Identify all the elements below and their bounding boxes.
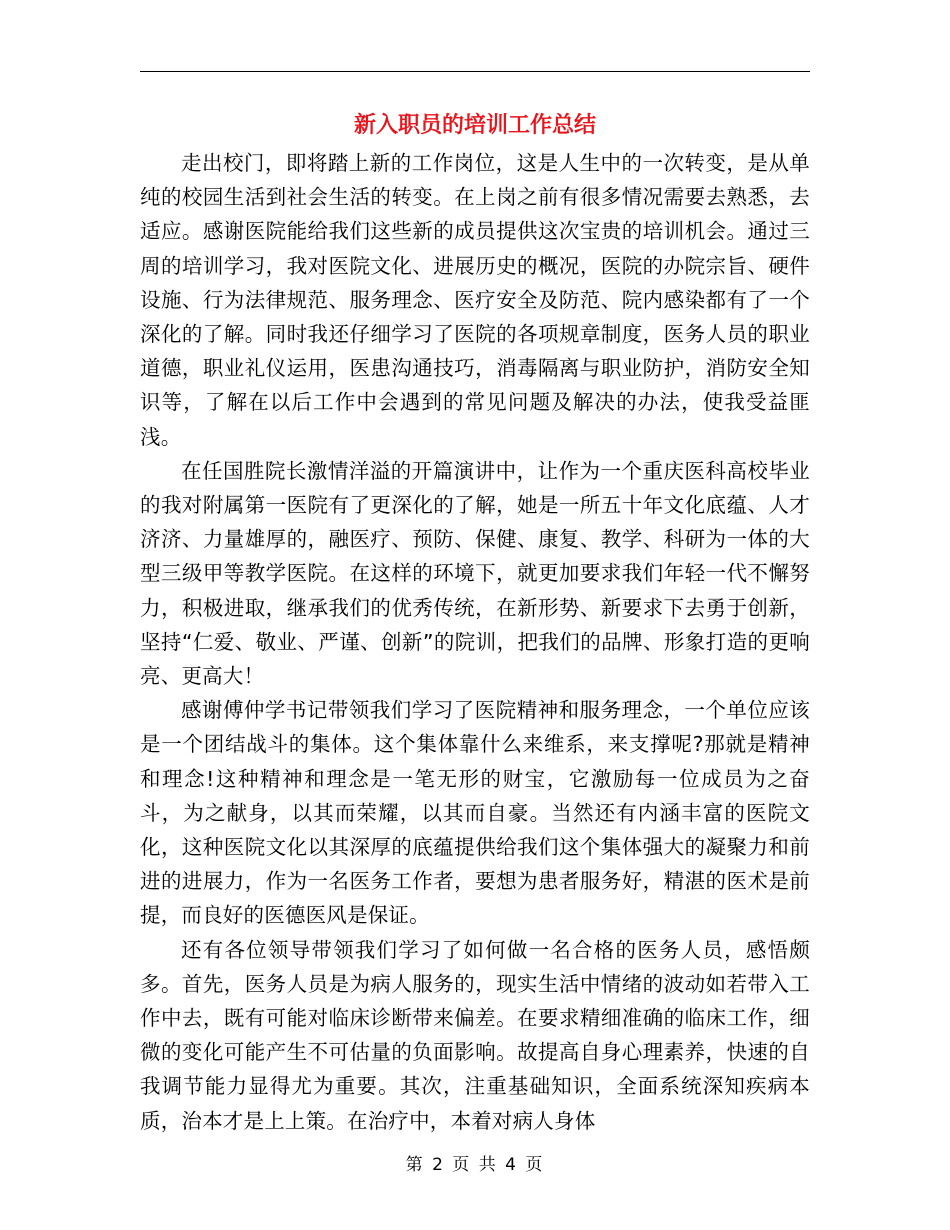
paragraph-1: 走出校门，即将踏上新的工作岗位，这是人生中的一次转变，是从单纯的校园生活到社会生活的转变。在上岗之前有很多情况需要去熟悉，去适应。感谢医院能给我们这些新的成员提供这次宝贵的培训机会。通过三周的培训学习，我对医院文化、进展历史的概况，医院的办院宗旨、硬件设施、行为法律规范、服务理念、医疗安全及防范、院内感染都有了一个深化的了解。同时我还仔细学习了医院的各项规章制度，医务人员的职业道德，职业礼仪运用，医患沟通技巧，消毒隔离与职业防护，消防安全知识等，了解在以后工作中会遇到的常见问题及解决的办法，使我受益匪浅。 bbox=[140, 151, 810, 449]
page-number-footer: 第 2 页 共 4 页 bbox=[405, 1155, 545, 1175]
document-body bbox=[140, 146, 810, 1138]
document-title: 新入职员的培训工作总结 bbox=[353, 113, 596, 138]
paragraph-4: 还有各位领导带领我们学习了如何做一名合格的医务人员，感悟颇多。首先，医务人员是为病人服务的，现实生活中情绪的波动如若带入工作中去，既有可能对临床诊断带来偏差。在要求精细准确的临床工作，细微的变化可能产生不可估量的负面影响。故提高自身心理素养，快速的自我调节能力显得尤为重要。其次，注重基础知识，全面系统深知疾病本质，治本才是上上策。在治疗中，本着对病人身体 bbox=[140, 937, 810, 1133]
paragraph-2: 在任国胜院长激情洋溢的开篇演讲中，让作为一个重庆医科高校毕业的我对附属第一医院有了更深化的了解，她是一所五十年文化底蕴、人才济济、力量雄厚的，融医疗、预防、保健、康复、教学、科研为一体的大型三级甲等教学医院。在这样的环境下，就更加要求我们年轻一代不懈努力，积极进取，继承我们的优秀传统，在新形势、新要求下去勇于创新，坚持“仁爱、敬业、严谨、创新”的院训，把我们的品牌、形象打造的更响亮、更高大！ bbox=[140, 458, 810, 689]
header-rule bbox=[140, 71, 810, 72]
paragraph-3: 感谢傅仲学书记带领我们学习了医院精神和服务理念，一个单位应该是一个团结战斗的集体。这个集体靠什么来维系，来支撑呢?那就是精神和理念!这种精神和理念是一笔无形的财宝，它激励每一位成员为之奋斗，为之献身，以其而荣耀，以其而自豪。当然还有内涵丰富的医院文化，这种医院文化以其深厚的底蕴提供给我们这个集体强大的凝聚力和前进的进展力，作为一名医务工作者，要想为患者服务好，精湛的医术是前提，而良好的医德医风是保证。 bbox=[140, 698, 810, 928]
